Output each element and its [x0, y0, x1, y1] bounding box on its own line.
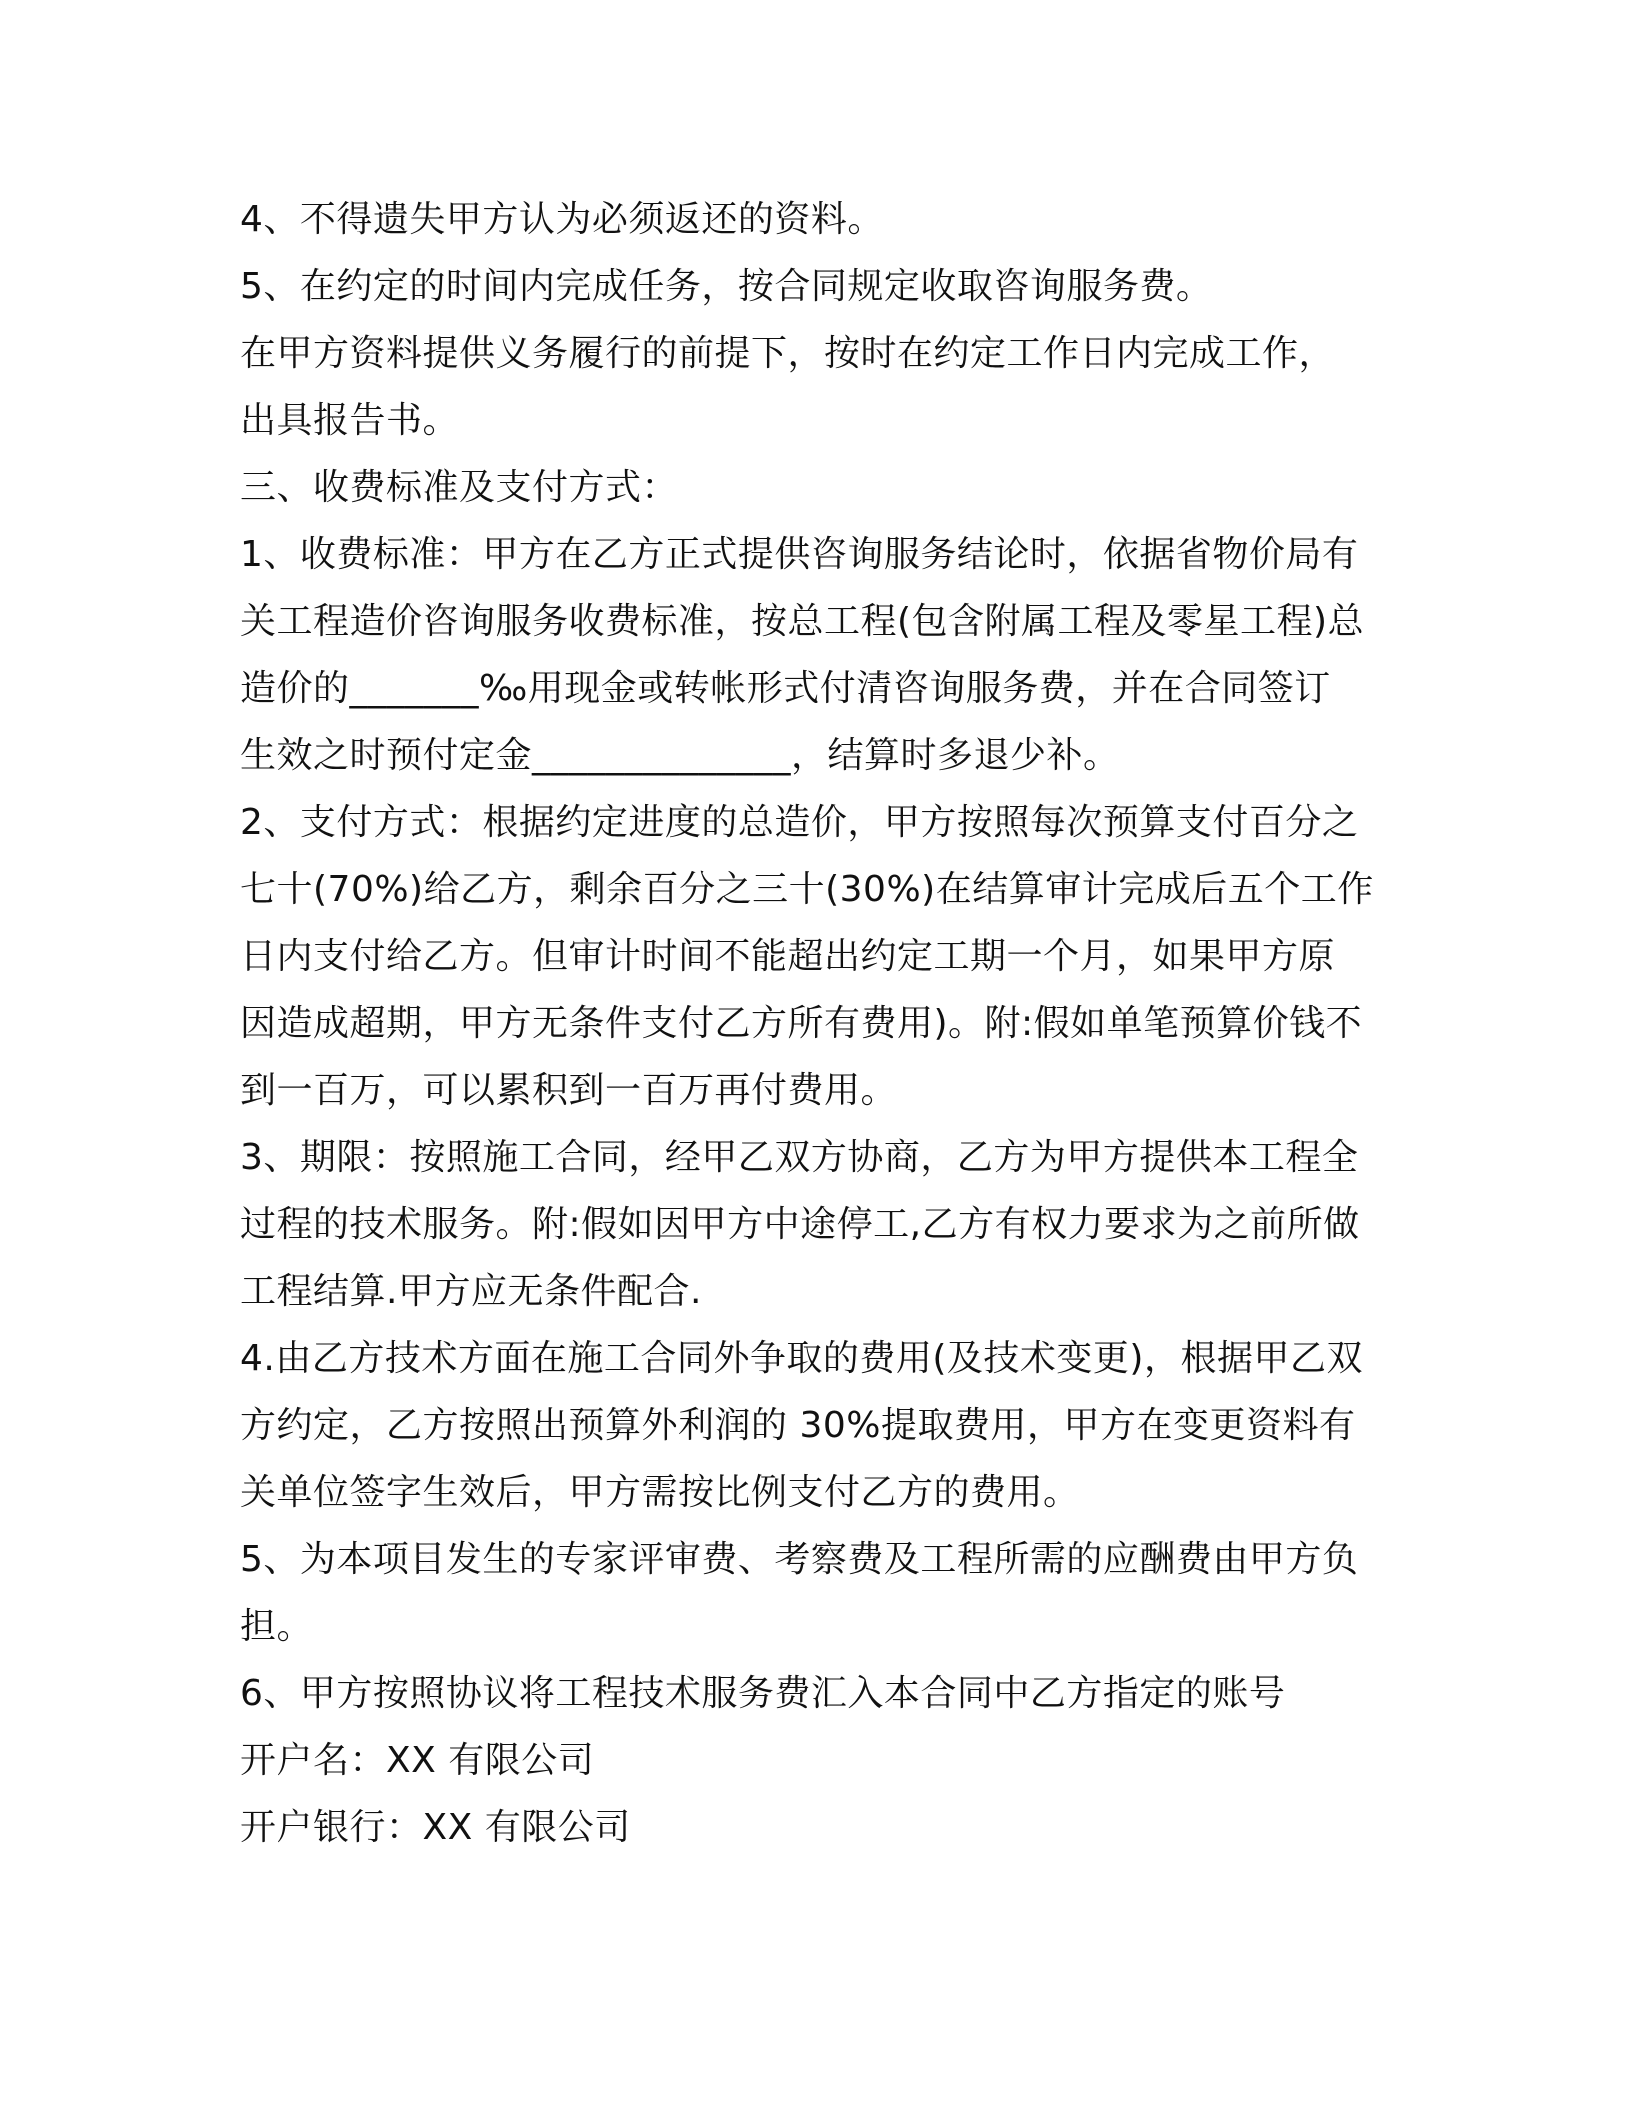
text-line: 造价的_______‰用现金或转帐形式付清咨询服务费，并在合同签订: [240, 668, 1331, 709]
text-line: 到一百万，可以累积到一百万再付费用。: [240, 1070, 898, 1111]
text-line: 6、甲方按照协议将工程技术服务费汇入本合同中乙方指定的账号: [240, 1673, 1286, 1714]
section-heading: 三、收费标准及支付方式：: [240, 467, 679, 508]
text-line: 日内支付给乙方。但审计时间不能超出约定工期一个月，如果甲方原: [240, 936, 1336, 977]
text-line: 5、为本项目发生的专家评审费、考察费及工程所需的应酬费由甲方负: [240, 1539, 1359, 1580]
text-line: 1、收费标准：甲方在乙方正式提供咨询服务结论时，依据省物价局有: [240, 534, 1359, 575]
text-line: 生效之时预付定金______________，结算时多退少补。: [240, 735, 1120, 776]
text-line: 工程结算.甲方应无条件配合.: [240, 1271, 702, 1312]
text-line: 3、期限：按照施工合同，经甲乙双方协商，乙方为甲方提供本工程全: [240, 1137, 1359, 1178]
text-line: 过程的技术服务。附:假如因甲方中途停工,乙方有权力要求为之前所做: [240, 1204, 1360, 1245]
text-line: 关单位签字生效后，甲方需按比例支付乙方的费用。: [240, 1472, 1080, 1513]
text-line: 出具报告书。: [240, 400, 460, 441]
account-name-line: 开户名：XX 有限公司: [240, 1740, 595, 1781]
text-line: 方约定，乙方按照出预算外利润的 30%提取费用，甲方在变更资料有: [240, 1405, 1356, 1446]
text-line: 在甲方资料提供义务履行的前提下，按时在约定工作日内完成工作，: [240, 333, 1336, 374]
text-line: 4.由乙方技术方面在施工合同外争取的费用(及技术变更)，根据甲乙双: [240, 1338, 1363, 1379]
text-line: 担。: [240, 1606, 314, 1647]
text-line: 七十(70%)给乙方，剩余百分之三十(30%)在结算审计完成后五个工作: [240, 869, 1374, 910]
text-line: 4、不得遗失甲方认为必须返还的资料。: [240, 199, 884, 240]
text-line: 5、在约定的时间内完成任务，按合同规定收取咨询服务费。: [240, 266, 1213, 307]
text-line: 因造成超期，甲方无条件支付乙方所有费用)。附:假如单笔预算价钱不: [240, 1003, 1363, 1044]
document-page: [240, 186, 1380, 1861]
text-line: 2、支付方式：根据约定进度的总造价，甲方按照每次预算支付百分之: [240, 802, 1359, 843]
text-line: 关工程造价咨询服务收费标准，按总工程(包含附属工程及零星工程)总: [240, 601, 1365, 642]
bank-name-line: 开户银行：XX 有限公司: [240, 1807, 631, 1848]
